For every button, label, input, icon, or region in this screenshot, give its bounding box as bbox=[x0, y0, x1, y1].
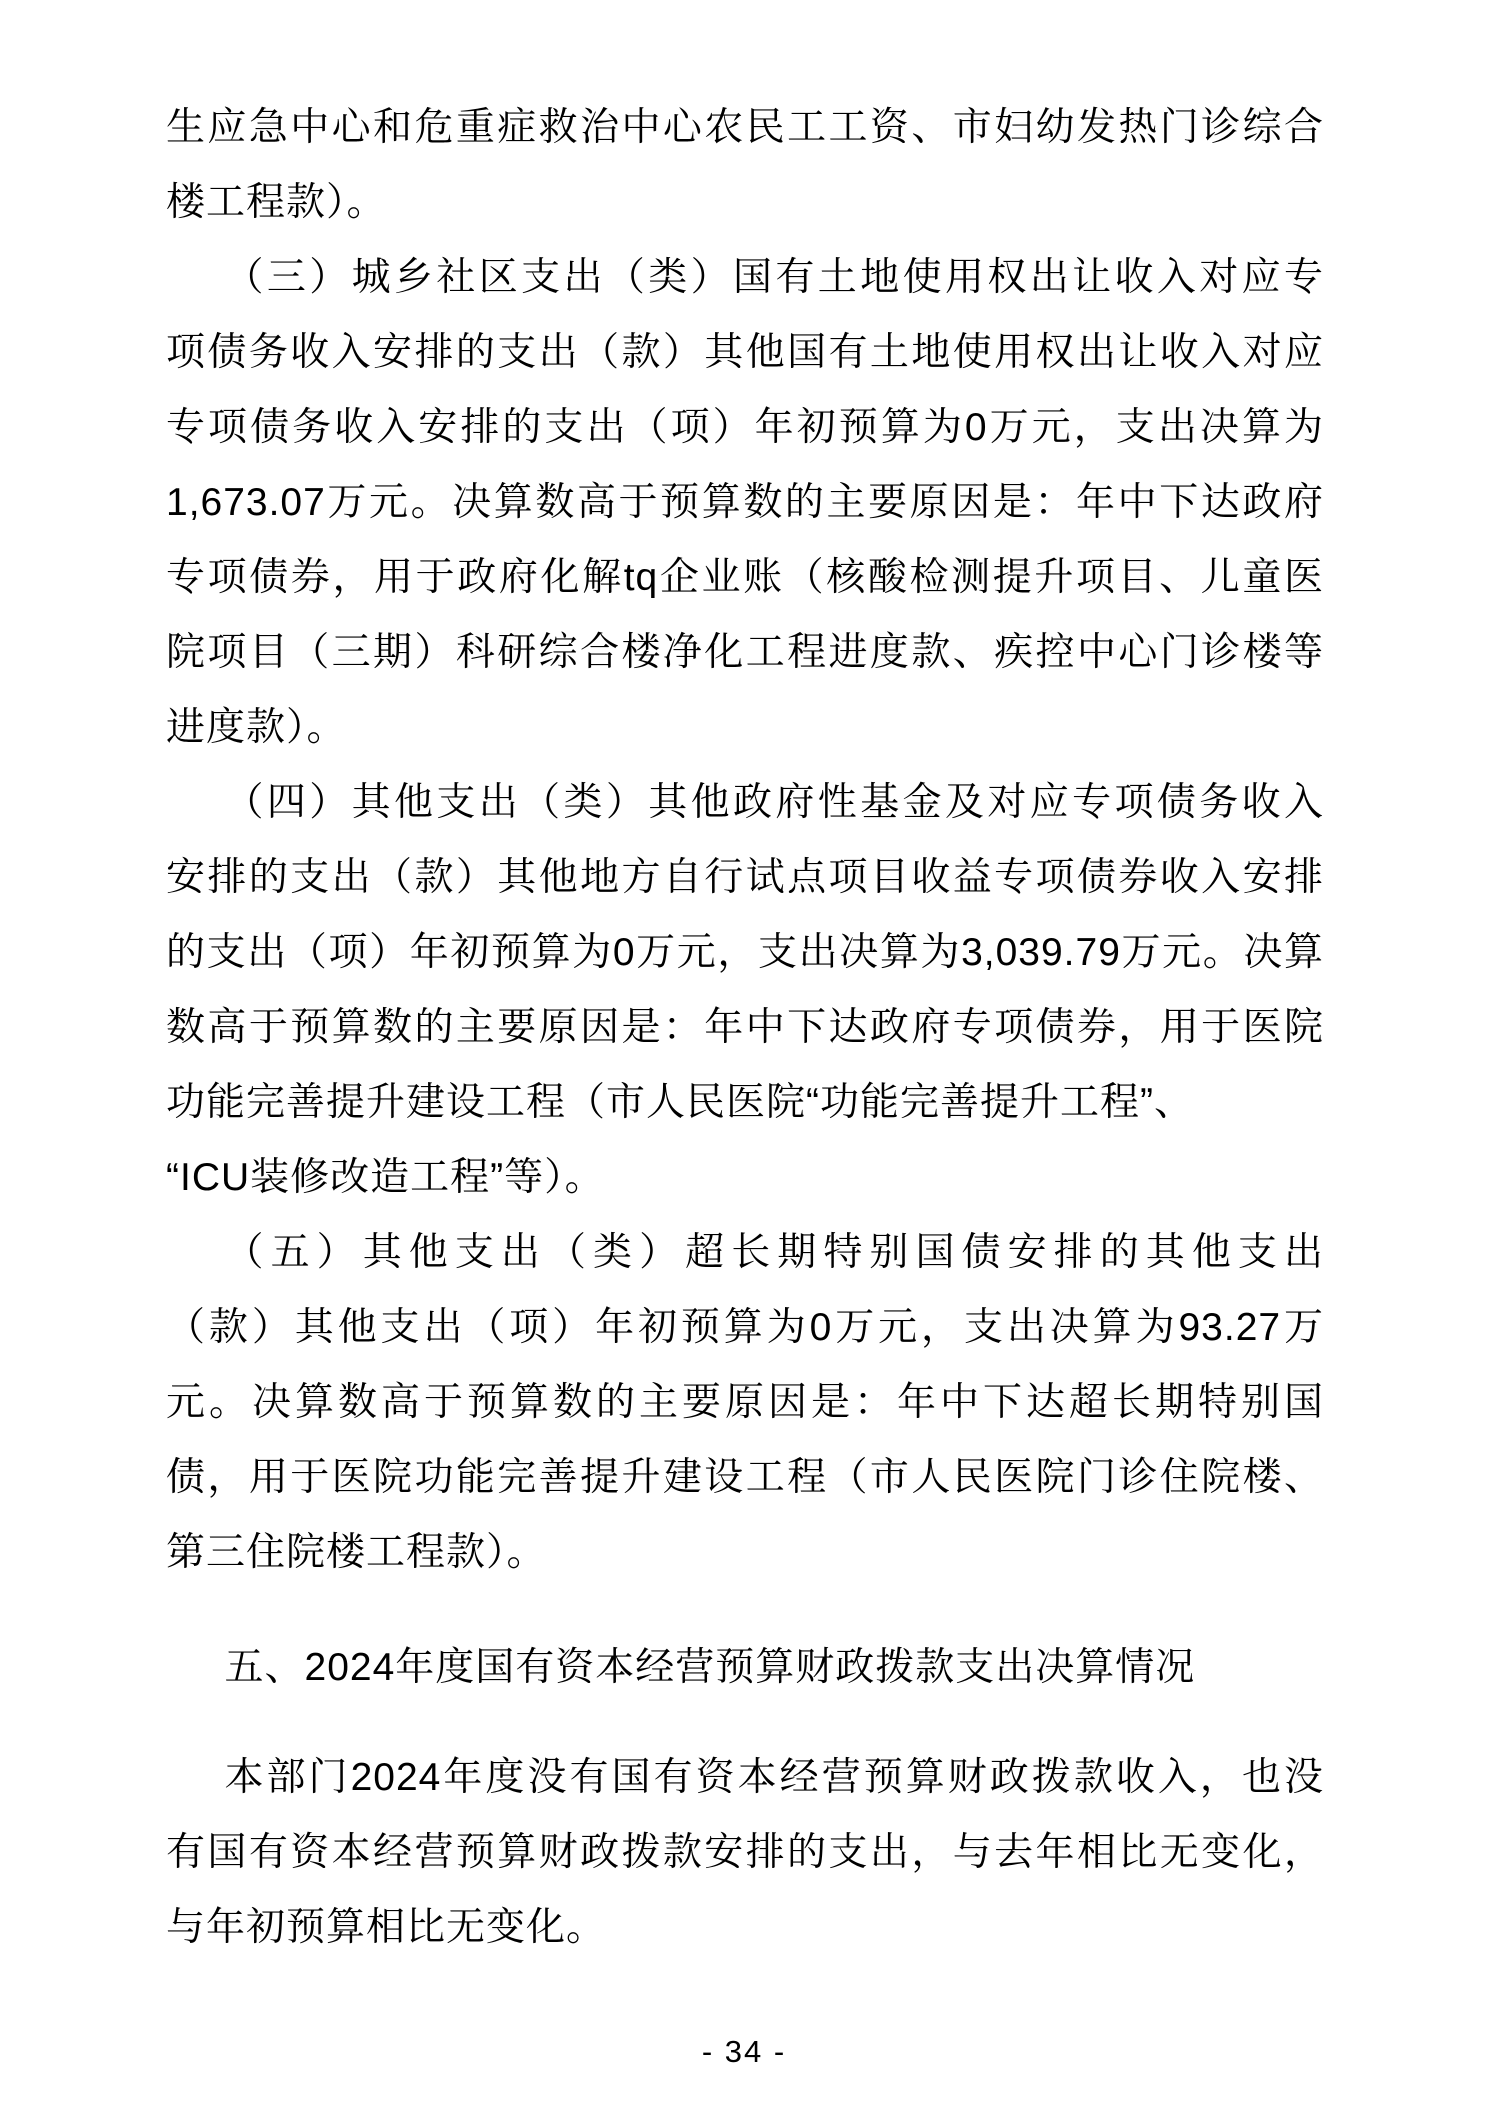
text-line: （五）其他支出（类）超长期特别国债安排的其他支出 bbox=[224, 1231, 1324, 1274]
text-line: 专项债务收入安排的支出（项）年初预算为0万元，支出决算为 bbox=[166, 406, 1324, 449]
text-line: 进度款）。 bbox=[166, 706, 347, 749]
text-line: 数高于预算数的主要原因是：年中下达政府专项债券，用于医院 bbox=[166, 1006, 1324, 1049]
text-line: （款）其他支出（项）年初预算为0万元，支出决算为93.27万 bbox=[166, 1306, 1324, 1349]
text-line: 安排的支出（款）其他地方自行试点项目收益专项债券收入安排 bbox=[166, 856, 1324, 899]
text-line: 1,673.07万元。决算数高于预算数的主要原因是：年中下达政府 bbox=[166, 481, 1324, 524]
text-line: 项债务收入安排的支出（款）其他国有土地使用权出让收入对应 bbox=[166, 331, 1324, 374]
paragraph-carryover bbox=[166, 90, 1324, 240]
text-line: 功能完善提升建设工程（市人民医院“功能完善提升工程”、 bbox=[166, 1081, 1194, 1124]
paragraph-item-five bbox=[166, 1215, 1324, 1590]
document-body bbox=[166, 90, 1324, 1965]
text-line: 与年初预算相比无变化。 bbox=[166, 1906, 607, 1949]
text-line: 第三住院楼工程款）。 bbox=[166, 1531, 547, 1574]
text-line: 的支出（项）年初预算为0万元，支出决算为3,039.79万元。决算 bbox=[166, 931, 1324, 974]
paragraph-item-three bbox=[166, 240, 1324, 765]
text-line: 楼工程款）。 bbox=[166, 181, 387, 224]
text-line: 生应急中心和危重症救治中心农民工工资、市妇幼发热门诊综合 bbox=[166, 106, 1324, 149]
text-line: 元。决算数高于预算数的主要原因是：年中下达超长期特别国 bbox=[166, 1381, 1324, 1424]
paragraph-section-five-body bbox=[166, 1740, 1324, 1965]
text-line: （三）城乡社区支出（类）国有土地使用权出让收入对应专 bbox=[224, 256, 1324, 299]
text-line: 本部门2024年度没有国有资本经营预算财政拨款收入，也没 bbox=[224, 1756, 1324, 1799]
text-line: 院项目（三期）科研综合楼净化工程进度款、疾控中心门诊楼等 bbox=[166, 631, 1324, 674]
section-five-heading: 五、2024年度国有资本经营预算财政拨款支出决算情况 bbox=[224, 1646, 1196, 1689]
text-line: “ICU装修改造工程”等）。 bbox=[166, 1156, 605, 1199]
text-line: 有国有资本经营预算财政拨款安排的支出，与去年相比无变化， bbox=[166, 1831, 1324, 1874]
text-line: （四）其他支出（类）其他政府性基金及对应专项债务收入 bbox=[224, 781, 1324, 824]
page-number: - 34 - bbox=[701, 2034, 787, 2069]
paragraph-item-four bbox=[166, 765, 1324, 1215]
text-line: 债，用于医院功能完善提升建设工程（市人民医院门诊住院楼、 bbox=[166, 1456, 1324, 1499]
text-line: 专项债券，用于政府化解tq企业账（核酸检测提升项目、儿童医 bbox=[166, 556, 1324, 599]
